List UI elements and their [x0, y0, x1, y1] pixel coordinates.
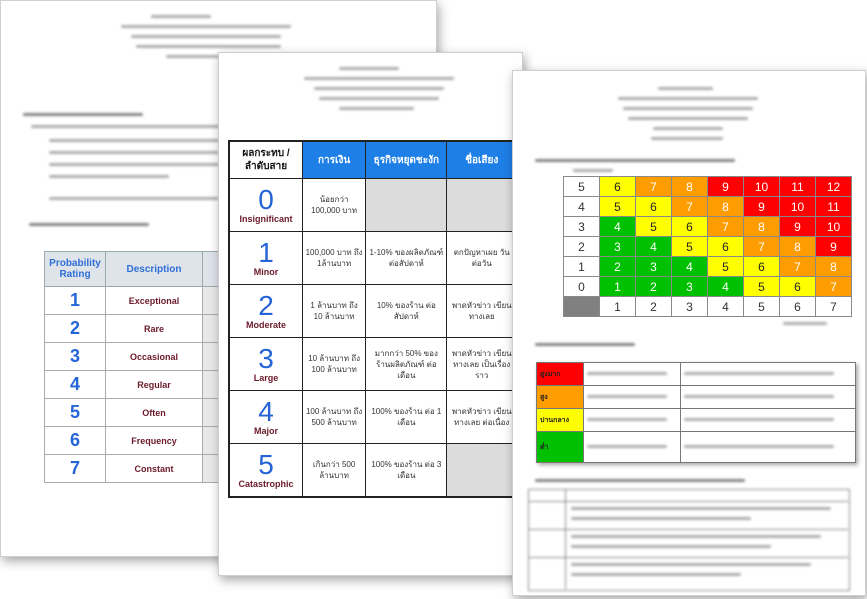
impact-criteria-table — [228, 140, 518, 498]
risk-score-cell: 6 — [636, 197, 672, 217]
table-cut-cell — [203, 371, 220, 399]
risk-score-cell: 11 — [816, 197, 852, 217]
table-row — [229, 179, 517, 232]
finance-cell: 100 ล้านบาท ถึง 500 ล้านบาท — [303, 391, 366, 444]
probability-rating-header: Probability Rating — [45, 252, 106, 287]
risk-score-cell: 8 — [672, 177, 708, 197]
risk-score-cell: 9 — [780, 217, 816, 237]
legend-description — [584, 386, 681, 409]
rating-value: 4 — [45, 371, 106, 399]
impact-level-header: ผลกระทบ / ลำดับสาย — [229, 141, 303, 179]
matrix-axis-row — [564, 297, 852, 317]
finance-header: การเงิน — [303, 141, 366, 179]
reputation-header: ชื่อเสียง — [447, 141, 517, 179]
finance-cell: เกินกว่า 500 ล้านบาท — [303, 444, 366, 498]
matrix-row — [564, 237, 852, 257]
reputation-cell: พาดหัวข่าว เขียนทางเลย เป็นเรื่องราว — [447, 338, 517, 391]
risk-level-legend — [536, 362, 856, 463]
risk-score-cell: 11 — [780, 177, 816, 197]
risk-score-cell: 5 — [636, 217, 672, 237]
table-row — [45, 399, 220, 427]
impact-level-number: 5 — [258, 448, 274, 480]
risk-level-swatch: สูง — [537, 386, 584, 409]
legend-description — [584, 363, 681, 386]
rating-description: Rare — [106, 315, 203, 343]
business-cell — [366, 179, 447, 232]
probability-axis-label: 4 — [708, 297, 744, 317]
impact-axis-label: 5 — [564, 177, 600, 197]
risk-score-cell: 4 — [600, 217, 636, 237]
legend-action — [680, 386, 855, 409]
risk-score-cell: 7 — [780, 257, 816, 277]
risk-level-swatch: ต่ำ — [537, 432, 584, 463]
risk-score-cell: 8 — [744, 217, 780, 237]
rating-description: Often — [106, 399, 203, 427]
risk-level-swatch: ปานกลาง — [537, 409, 584, 432]
business-cell: 10% ของร้าน ต่อสัปดาห์ — [366, 285, 447, 338]
impact-axis-label: 2 — [564, 237, 600, 257]
table-row — [45, 427, 220, 455]
impact-level-cell — [229, 285, 303, 338]
table-cut-cell — [203, 343, 220, 371]
table-row — [45, 343, 220, 371]
risk-score-cell: 6 — [780, 277, 816, 297]
risk-score-cell: 10 — [780, 197, 816, 217]
rating-description: Frequency — [106, 427, 203, 455]
reputation-cell — [447, 444, 517, 498]
risk-score-cell: 9 — [708, 177, 744, 197]
risk-score-cell: 7 — [636, 177, 672, 197]
table-cut-cell — [203, 315, 220, 343]
probability-rating-table — [44, 251, 220, 483]
risk-score-cell: 2 — [600, 257, 636, 277]
finance-cell: 1 ล้านบาท ถึง 10 ล้านบาท — [303, 285, 366, 338]
legend-action — [680, 409, 855, 432]
risk-matrix — [563, 176, 852, 317]
description-header: Description — [106, 252, 203, 287]
risk-score-cell: 6 — [708, 237, 744, 257]
business-cell: 100% ของร้าน ต่อ 3 เดือน — [366, 444, 447, 498]
reputation-cell: ตกปัญหาเผย วันต่อวัน — [447, 232, 517, 285]
table-row — [45, 315, 220, 343]
document-page-2 — [218, 52, 523, 576]
risk-score-cell: 5 — [708, 257, 744, 277]
table-row — [45, 287, 220, 315]
impact-level-label: Moderate — [245, 319, 286, 330]
risk-score-cell: 6 — [672, 217, 708, 237]
legend-row — [537, 386, 856, 409]
document-page-3 — [512, 70, 866, 596]
legend-row — [537, 432, 856, 463]
impact-axis-label: 4 — [564, 197, 600, 217]
legend-row — [537, 363, 856, 386]
impact-level-number: 2 — [258, 289, 274, 321]
matrix-row — [564, 197, 852, 217]
rating-description: Regular — [106, 371, 203, 399]
risk-score-cell: 7 — [744, 237, 780, 257]
probability-axis-label: 2 — [636, 297, 672, 317]
risk-score-cell: 9 — [816, 237, 852, 257]
impact-level-label: Large — [253, 372, 279, 383]
probability-axis-label: 7 — [816, 297, 852, 317]
finance-cell: 100,000 บาท ถึง 1ล้านบาท — [303, 232, 366, 285]
impact-level-label: Insignificant — [239, 213, 293, 224]
rating-description: Occasional — [106, 343, 203, 371]
legend-action — [680, 432, 855, 463]
rating-description: Constant — [106, 455, 203, 483]
impact-level-cell — [229, 444, 303, 498]
rating-value: 3 — [45, 343, 106, 371]
table-cut-cell — [203, 427, 220, 455]
risk-score-cell: 5 — [600, 197, 636, 217]
impact-level-label: Catastrophic — [238, 478, 294, 489]
risk-score-cell: 4 — [636, 237, 672, 257]
table-row — [229, 444, 517, 498]
risk-score-cell: 3 — [636, 257, 672, 277]
rating-value: 6 — [45, 427, 106, 455]
impact-level-number: 3 — [258, 342, 274, 374]
impact-level-cell — [229, 391, 303, 444]
risk-score-cell: 9 — [744, 197, 780, 217]
table-row — [45, 371, 220, 399]
rating-value: 1 — [45, 287, 106, 315]
impact-level-number: 4 — [258, 395, 274, 427]
probability-axis-label: 5 — [744, 297, 780, 317]
finance-cell: 10 ล้านบาท ถึง 100 ล้านบาท — [303, 338, 366, 391]
rating-value: 2 — [45, 315, 106, 343]
risk-score-cell: 4 — [708, 277, 744, 297]
matrix-row — [564, 257, 852, 277]
impact-level-number: 1 — [258, 236, 274, 268]
risk-level-swatch: สูงมาก — [537, 363, 584, 386]
matrix-row — [564, 177, 852, 197]
reputation-cell — [447, 179, 517, 232]
impact-level-cell — [229, 338, 303, 391]
table-cut-cell — [203, 399, 220, 427]
impact-level-cell — [229, 232, 303, 285]
table-cut-header — [203, 252, 220, 287]
impact-axis-label: 3 — [564, 217, 600, 237]
risk-score-cell: 10 — [816, 217, 852, 237]
risk-score-cell: 8 — [780, 237, 816, 257]
finance-cell: น้อยกว่า 100,000 บาท — [303, 179, 366, 232]
probability-axis-label: 6 — [780, 297, 816, 317]
legend-description — [584, 409, 681, 432]
matrix-corner — [564, 297, 600, 317]
risk-score-cell: 6 — [600, 177, 636, 197]
table-row — [229, 285, 517, 338]
business-cell: 1-10% ของผลิตภัณฑ์ ต่อสัปดาห์ — [366, 232, 447, 285]
impact-axis-label: 0 — [564, 277, 600, 297]
probability-axis-label: 3 — [672, 297, 708, 317]
legend-description — [584, 432, 681, 463]
risk-score-cell: 7 — [672, 197, 708, 217]
matrix-row — [564, 217, 852, 237]
risk-score-cell: 6 — [744, 257, 780, 277]
legend-row — [537, 409, 856, 432]
reputation-cell: พาดหัวข่าว เขียนทางเลย — [447, 285, 517, 338]
rating-value: 5 — [45, 399, 106, 427]
risk-score-cell: 2 — [636, 277, 672, 297]
impact-level-cell — [229, 179, 303, 232]
table-row — [229, 232, 517, 285]
business-interruption-header: ธุรกิจหยุดชะงัก — [366, 141, 447, 179]
impact-level-label: Major — [253, 425, 278, 436]
risk-score-cell: 3 — [672, 277, 708, 297]
business-cell: 100% ของร้าน ต่อ 1 เดือน — [366, 391, 447, 444]
risk-score-cell: 8 — [816, 257, 852, 277]
legend-action — [680, 363, 855, 386]
risk-score-cell: 4 — [672, 257, 708, 277]
table-cut-cell — [203, 455, 220, 483]
risk-score-cell: 5 — [744, 277, 780, 297]
risk-score-cell: 8 — [708, 197, 744, 217]
rating-value: 7 — [45, 455, 106, 483]
risk-score-cell: 5 — [672, 237, 708, 257]
impact-level-number: 0 — [258, 183, 274, 215]
table-row — [45, 455, 220, 483]
table-cut-cell — [203, 287, 220, 315]
impact-axis-label: 1 — [564, 257, 600, 277]
impact-level-label: Minor — [253, 266, 279, 277]
probability-axis-label: 1 — [600, 297, 636, 317]
table-row — [229, 391, 517, 444]
risk-score-cell: 10 — [744, 177, 780, 197]
matrix-row — [564, 277, 852, 297]
risk-score-cell: 7 — [708, 217, 744, 237]
table-row — [229, 338, 517, 391]
risk-score-cell: 12 — [816, 177, 852, 197]
rating-description: Exceptional — [106, 287, 203, 315]
risk-score-cell: 7 — [816, 277, 852, 297]
business-cell: มากกว่า 50% ของร้านผลิตภัณฑ์ ต่อเดือน — [366, 338, 447, 391]
reputation-cell: พาดหัวข่าว เขียนทางเลย ต่อเนื่อง — [447, 391, 517, 444]
risk-score-cell: 1 — [600, 277, 636, 297]
risk-score-cell: 3 — [600, 237, 636, 257]
